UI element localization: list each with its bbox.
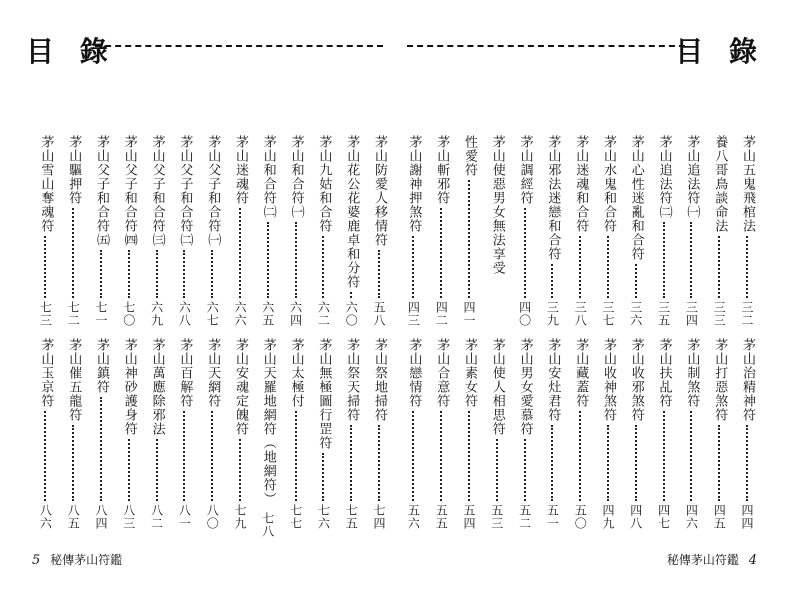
dot-leader bbox=[44, 411, 46, 501]
dot-leader bbox=[100, 250, 102, 298]
toc-entry bbox=[541, 338, 563, 530]
entry-title: 茅山水鬼和合符 bbox=[601, 135, 616, 233]
toc-entry bbox=[257, 338, 279, 538]
toc-entry bbox=[201, 338, 223, 530]
dot-leader bbox=[128, 250, 130, 298]
entry-page-number: 三四 bbox=[684, 301, 699, 327]
entry-title: 茅山使惡男女無法享受 bbox=[489, 135, 505, 275]
entry-title: 茅山祭天掃符 bbox=[344, 338, 360, 422]
entry-title: 茅山扶乩符 bbox=[656, 338, 672, 408]
entry-title: 茅山無極圖行罡符 bbox=[316, 338, 332, 450]
toc-entry bbox=[90, 135, 112, 327]
entry-title: 茅山調經符 bbox=[517, 135, 533, 205]
dot-leader bbox=[551, 264, 553, 298]
entry-title: 茅山父子和合符㈠ bbox=[205, 135, 221, 247]
toc-entry bbox=[486, 135, 508, 327]
entry-page-number: 五六 bbox=[406, 504, 421, 530]
dot-leader bbox=[412, 236, 414, 298]
entry-title: 茅山和合符㈠ bbox=[288, 135, 304, 219]
entry-page-number: 七八 bbox=[260, 512, 275, 538]
dot-leader bbox=[690, 222, 692, 298]
entry-title: 茅山祭地掃符 bbox=[372, 338, 387, 422]
dot-leader bbox=[746, 236, 748, 298]
entry-title: 茅山五鬼飛棺法 bbox=[740, 135, 755, 233]
entry-title: 茅山迷魂符 bbox=[233, 135, 248, 205]
entry-page-number: 七六 bbox=[316, 504, 331, 530]
toc-entry bbox=[597, 338, 619, 530]
toc-entry bbox=[458, 135, 480, 327]
entry-title: 茅山雪山奪魂符 bbox=[38, 135, 54, 233]
entry-page-number: 七三 bbox=[38, 301, 53, 327]
entry-title: 茅山安魂定魄符 bbox=[233, 338, 248, 436]
dot-leader bbox=[156, 439, 158, 501]
toc-entry bbox=[736, 135, 758, 327]
toc-entry bbox=[708, 135, 730, 327]
entry-title: 茅山安灶君符 bbox=[545, 338, 561, 422]
page-footer bbox=[26, 551, 122, 568]
dot-leader bbox=[746, 425, 748, 501]
dot-leader bbox=[468, 411, 470, 501]
entry-title: 茅山斬邪符 bbox=[434, 135, 450, 205]
entry-title: 茅山男女愛慕符 bbox=[517, 338, 533, 436]
toc-entry bbox=[402, 338, 424, 530]
entry-page-number: 五〇 bbox=[573, 504, 588, 530]
toc-entry bbox=[146, 135, 168, 327]
toc-entry bbox=[257, 135, 279, 327]
entry-title: 茅山驅押符 bbox=[66, 135, 82, 205]
toc-entry bbox=[430, 338, 452, 530]
dot-leader bbox=[440, 208, 442, 298]
entry-page-number: 六二 bbox=[316, 301, 331, 327]
entry-title: 養八哥鳥談命法 bbox=[712, 135, 728, 233]
entry-title: 茅山和合符㈡ bbox=[260, 135, 276, 219]
entry-title: 茅山迷魂和合符 bbox=[573, 135, 589, 233]
toc-entry bbox=[173, 135, 195, 327]
entry-title: 茅山使人相思符 bbox=[489, 338, 505, 436]
entry-title: 茅山鎮符 bbox=[94, 338, 109, 394]
entry-title: 茅山打惡煞符 bbox=[712, 338, 728, 422]
page-number: 4 bbox=[748, 553, 757, 568]
toc-entry bbox=[430, 135, 452, 327]
entry-page-number: 四五 bbox=[712, 504, 727, 530]
entry-title: 茅山素女符 bbox=[462, 338, 477, 408]
toc-entry bbox=[312, 338, 334, 530]
toc-entry bbox=[34, 338, 56, 530]
entry-page-number: 四〇 bbox=[517, 301, 532, 327]
entry-page-number: 五一 bbox=[545, 504, 560, 530]
entry-title: 茅山治精神符 bbox=[740, 338, 755, 422]
dot-leader bbox=[607, 425, 609, 501]
toc-entry bbox=[680, 135, 702, 327]
toc-entry bbox=[569, 338, 591, 530]
entry-page-number: 四六 bbox=[684, 504, 699, 530]
toc-entry bbox=[173, 338, 195, 530]
dot-leader bbox=[663, 222, 665, 298]
entry-page-number: 五八 bbox=[372, 301, 386, 327]
entry-title: 茅山追法符㈡ bbox=[656, 135, 672, 219]
toc-entry bbox=[458, 338, 480, 530]
entry-title: 茅山父子和合符㈡ bbox=[177, 135, 193, 247]
toc-entry bbox=[118, 338, 140, 530]
entry-page-number: 六九 bbox=[149, 301, 164, 327]
dot-leader bbox=[211, 411, 213, 501]
toc-entry bbox=[680, 338, 702, 530]
entry-title: 茅山合意符 bbox=[434, 338, 450, 408]
entry-page-number: 八五 bbox=[66, 504, 81, 530]
toc-entry bbox=[486, 338, 508, 530]
entry-page-number: 六四 bbox=[288, 301, 303, 327]
dot-leader bbox=[663, 411, 665, 501]
entry-page-number: 三七 bbox=[601, 301, 615, 327]
entry-page-number: 六五 bbox=[260, 301, 275, 327]
entry-page-number: 八〇 bbox=[205, 504, 220, 530]
entry-title: 茅山藏蓋符 bbox=[573, 338, 589, 408]
toc-entry bbox=[625, 338, 647, 530]
entry-page-number: 四二 bbox=[434, 301, 449, 327]
page-number: 5 bbox=[32, 553, 41, 568]
book-title: 秘傳茅山符鑑 bbox=[50, 553, 123, 567]
toc-entry bbox=[708, 338, 730, 530]
toc-entry bbox=[90, 338, 112, 530]
toc-entry bbox=[34, 135, 56, 327]
heading-rule bbox=[95, 45, 383, 47]
entry-page-number: 三五 bbox=[656, 301, 671, 327]
entry-page-number: 六六 bbox=[233, 301, 247, 327]
dot-leader bbox=[239, 439, 241, 501]
dot-leader bbox=[440, 411, 442, 501]
toc-entry bbox=[285, 135, 307, 327]
entry-title: 性愛符 bbox=[462, 135, 477, 177]
toc-heading: 目 錄 bbox=[675, 35, 765, 68]
toc-entry bbox=[62, 135, 84, 327]
right-page bbox=[397, 0, 793, 596]
entry-title: 茅山神砂護身符 bbox=[121, 338, 137, 436]
toc-entry bbox=[340, 338, 362, 530]
toc-entry bbox=[625, 135, 647, 327]
dot-leader bbox=[524, 208, 526, 298]
entry-page-number: 五四 bbox=[462, 504, 476, 530]
left-page bbox=[0, 0, 396, 596]
toc-entry bbox=[146, 338, 168, 530]
dot-leader bbox=[350, 292, 352, 298]
toc-entry bbox=[340, 135, 362, 327]
dot-leader bbox=[211, 250, 213, 298]
toc-entry bbox=[653, 135, 675, 327]
dot-leader bbox=[378, 425, 380, 501]
toc-entry bbox=[62, 338, 84, 530]
entry-page-number: 七〇 bbox=[121, 301, 136, 327]
entry-page-number: 四七 bbox=[656, 504, 671, 530]
entry-page-number: 三九 bbox=[545, 301, 560, 327]
dot-leader bbox=[635, 425, 637, 501]
entry-page-number: 五三 bbox=[489, 504, 504, 530]
toc-entry bbox=[736, 338, 758, 530]
entry-title: 茅山父子和合符㈣ bbox=[121, 135, 137, 247]
entry-title: 茅山百解符 bbox=[177, 338, 193, 408]
entry-title: 茅山追法符㈠ bbox=[684, 135, 700, 219]
entry-page-number: 三八 bbox=[573, 301, 588, 327]
dot-leader bbox=[350, 425, 352, 501]
dot-leader bbox=[378, 250, 380, 298]
entry-title: 茅山收邪煞符 bbox=[628, 338, 644, 422]
dot-leader bbox=[183, 411, 185, 501]
toc-entry bbox=[118, 135, 140, 327]
entry-title: 茅山收神煞符 bbox=[601, 338, 616, 422]
entry-title: 茅山天羅地網符（地網符） bbox=[260, 338, 276, 506]
entry-page-number: 四三 bbox=[406, 301, 421, 327]
entry-page-number: 四四 bbox=[740, 504, 754, 530]
dot-leader bbox=[100, 397, 102, 501]
toc-entry bbox=[285, 338, 307, 530]
dot-leader bbox=[239, 208, 241, 298]
entry-title: 茅山九姑和合符 bbox=[316, 135, 332, 233]
toc-entry bbox=[368, 135, 390, 327]
dot-leader bbox=[690, 411, 692, 501]
toc-entry bbox=[402, 135, 424, 327]
dot-leader bbox=[635, 264, 637, 298]
dot-leader bbox=[579, 236, 581, 298]
entry-page-number: 七五 bbox=[344, 504, 359, 530]
entry-title: 茅山心性迷亂和合符 bbox=[628, 135, 644, 261]
dot-leader bbox=[72, 208, 74, 298]
entry-page-number: 八三 bbox=[121, 504, 136, 530]
dot-leader bbox=[44, 236, 46, 298]
entry-page-number: 六八 bbox=[177, 301, 192, 327]
dot-leader bbox=[468, 180, 470, 298]
entry-page-number: 八四 bbox=[94, 504, 108, 530]
toc-entry bbox=[312, 135, 334, 327]
dot-leader bbox=[412, 411, 414, 501]
entry-page-number: 七二 bbox=[66, 301, 81, 327]
entry-page-number: 三六 bbox=[628, 301, 643, 327]
dot-leader bbox=[322, 236, 324, 298]
toc-entry bbox=[229, 338, 251, 530]
dot-leader bbox=[524, 439, 526, 501]
dot-leader bbox=[496, 439, 498, 501]
toc-entry bbox=[514, 338, 536, 530]
dot-leader bbox=[72, 425, 74, 501]
toc-entry bbox=[229, 135, 251, 327]
dot-leader bbox=[579, 411, 581, 501]
entry-title: 茅山天網符 bbox=[205, 338, 221, 408]
toc-heading: 目 錄 bbox=[26, 35, 116, 68]
entry-title: 茅山戀情符 bbox=[406, 338, 422, 408]
entry-title: 茅山太極付 bbox=[288, 338, 304, 408]
dot-leader bbox=[267, 222, 269, 298]
dot-leader bbox=[718, 236, 720, 298]
entry-page-number: 五五 bbox=[434, 504, 449, 530]
entry-page-number: 四八 bbox=[628, 504, 643, 530]
dot-leader bbox=[183, 250, 185, 298]
entry-title: 茅山父子和合符㈢ bbox=[149, 135, 165, 247]
toc-entry bbox=[569, 135, 591, 327]
dot-leader bbox=[551, 425, 553, 501]
entry-page-number: 六〇 bbox=[344, 301, 359, 327]
toc-entry bbox=[514, 135, 536, 327]
entry-title: 茅山花公花婆鹿卓和分符 bbox=[344, 135, 360, 289]
entry-page-number: 八一 bbox=[177, 504, 192, 530]
entry-page-number: 四一 bbox=[462, 301, 476, 327]
entry-page-number: 六七 bbox=[205, 301, 220, 327]
toc-entry bbox=[368, 338, 390, 530]
entry-page-number: 三三 bbox=[712, 301, 727, 327]
dot-leader bbox=[607, 236, 609, 298]
dot-leader bbox=[128, 439, 130, 501]
toc-entry bbox=[541, 135, 563, 327]
entry-page-number: 三二 bbox=[740, 301, 754, 327]
entry-title: 茅山萬應除邪法 bbox=[149, 338, 165, 436]
toc-entry bbox=[653, 338, 675, 530]
entry-title: 茅山防愛人移情符 bbox=[372, 135, 387, 247]
entry-page-number: 四九 bbox=[601, 504, 615, 530]
entry-page-number: 五二 bbox=[517, 504, 532, 530]
dot-leader bbox=[322, 453, 324, 501]
page-footer bbox=[667, 551, 763, 568]
entry-title: 茅山父子和合符㈤ bbox=[94, 135, 109, 247]
toc-entry bbox=[201, 135, 223, 327]
dot-leader bbox=[295, 222, 297, 298]
entry-page-number: 七一 bbox=[94, 301, 108, 327]
entry-title: 茅山玉京符 bbox=[38, 338, 54, 408]
entry-page-number: 八六 bbox=[38, 504, 53, 530]
heading-rule bbox=[407, 45, 685, 47]
entry-page-number: 八二 bbox=[149, 504, 164, 530]
dot-leader bbox=[295, 411, 297, 501]
entry-title: 茅山謝神押煞符 bbox=[406, 135, 422, 233]
entry-title: 茅山催五龍符 bbox=[66, 338, 82, 422]
dot-leader bbox=[718, 425, 720, 501]
toc-entry bbox=[597, 135, 619, 327]
entry-page-number: 七九 bbox=[233, 504, 247, 530]
entry-page-number: 七四 bbox=[372, 504, 386, 530]
entry-title: 茅山邪法迷戀和合符 bbox=[545, 135, 561, 261]
book-title: 秘傳茅山符鑑 bbox=[666, 553, 739, 567]
entry-page-number: 七七 bbox=[288, 504, 303, 530]
entry-title: 茅山制煞符 bbox=[684, 338, 700, 408]
dot-leader bbox=[156, 250, 158, 298]
